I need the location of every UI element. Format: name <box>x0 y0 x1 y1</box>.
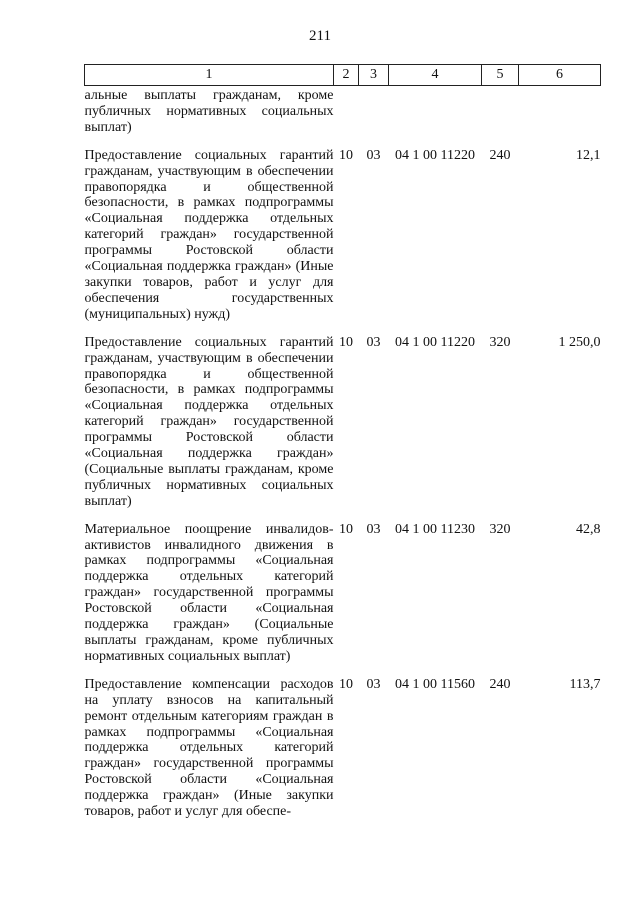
row-section: 10 <box>339 334 353 350</box>
row-section: 10 <box>339 521 353 537</box>
row-amount: 1 250,0 <box>558 334 601 350</box>
header-col-4: 4 <box>389 65 482 86</box>
row-subsection: 03 <box>366 521 381 537</box>
header-col-6: 6 <box>519 65 601 86</box>
table-row <box>85 675 601 830</box>
row-target-article: 04 1 00 11220 <box>395 147 475 163</box>
header-row <box>85 65 601 86</box>
table-body <box>85 86 601 830</box>
row-section: 10 <box>339 147 353 163</box>
table-header <box>85 65 601 86</box>
header-col-2: 2 <box>334 65 359 86</box>
row-subsection: 03 <box>366 334 381 350</box>
row-expense-type: 240 <box>489 676 511 692</box>
row-amount: 42,8 <box>576 521 601 537</box>
table-row <box>85 333 601 520</box>
budget-table <box>84 64 601 830</box>
continuation-row <box>85 86 601 146</box>
row-section: 10 <box>339 676 353 692</box>
row-subsection: 03 <box>366 676 381 692</box>
row-expense-type: 320 <box>489 521 511 537</box>
header-col-5: 5 <box>482 65 519 86</box>
row-expense-type: 240 <box>489 147 511 163</box>
row-amount: 113,7 <box>569 676 601 692</box>
row-description: Предоставление социальных гарантий гражданам, участвующим в обеспечении правопорядка и общественной безопасности, в рамках подпрограммы «Социальная поддержка отдельных категорий граждан» государственной программы Ростовской области «Социальная поддержка граждан» (Социальные выплаты гражданам, кроме публичных нормативных социальных выплат) <box>84 334 334 509</box>
row-description: Предоставление социальных гарантий гражданам, участвующим в обеспечении правопорядка и общественной безопасности, в рамках подпрограммы «Социальная поддержка отдельных категорий граждан» государственной программы Ростовской области «Социальная поддержка граждан» (Иные закупки товаров, работ и услуг для обеспечения государственных (муниципальных) нужд) <box>84 147 334 322</box>
row-description: Материальное поощрение инвалидов-активистов инвалидного движения в рамках подпрограммы «Социальная поддержка отдельных категорий граждан» государственной программы Ростовской области «Социальная поддержка граждан» (Социальные выплаты гражданам, кроме публичных нормативных социальных выплат) <box>84 521 334 664</box>
page-number: 211 <box>309 28 331 44</box>
table-row <box>85 520 601 675</box>
header-col-3: 3 <box>359 65 389 86</box>
row-subsection: 03 <box>366 147 381 163</box>
continuation-text: альные выплаты гражданам, кроме публичных нормативных социальных выплат) <box>84 88 334 135</box>
row-target-article: 04 1 00 11560 <box>395 676 475 692</box>
row-amount: 12,1 <box>576 147 601 163</box>
header-col-1: 1 <box>85 65 334 86</box>
row-expense-type: 320 <box>489 334 511 350</box>
table-row <box>85 146 601 333</box>
row-description: Предоставление компенсации расходов на уплату взносов на капитальный ремонт отдельным категориям граждан в рамках подпрограммы «Социальная поддержка отдельных категорий граждан» государственной программы Ростовской области «Социальная поддержка граждан» (Иные закупки товаров, работ и услуг для обеспе- <box>84 676 334 820</box>
row-target-article: 04 1 00 11220 <box>395 334 475 350</box>
row-target-article: 04 1 00 11230 <box>395 521 475 537</box>
